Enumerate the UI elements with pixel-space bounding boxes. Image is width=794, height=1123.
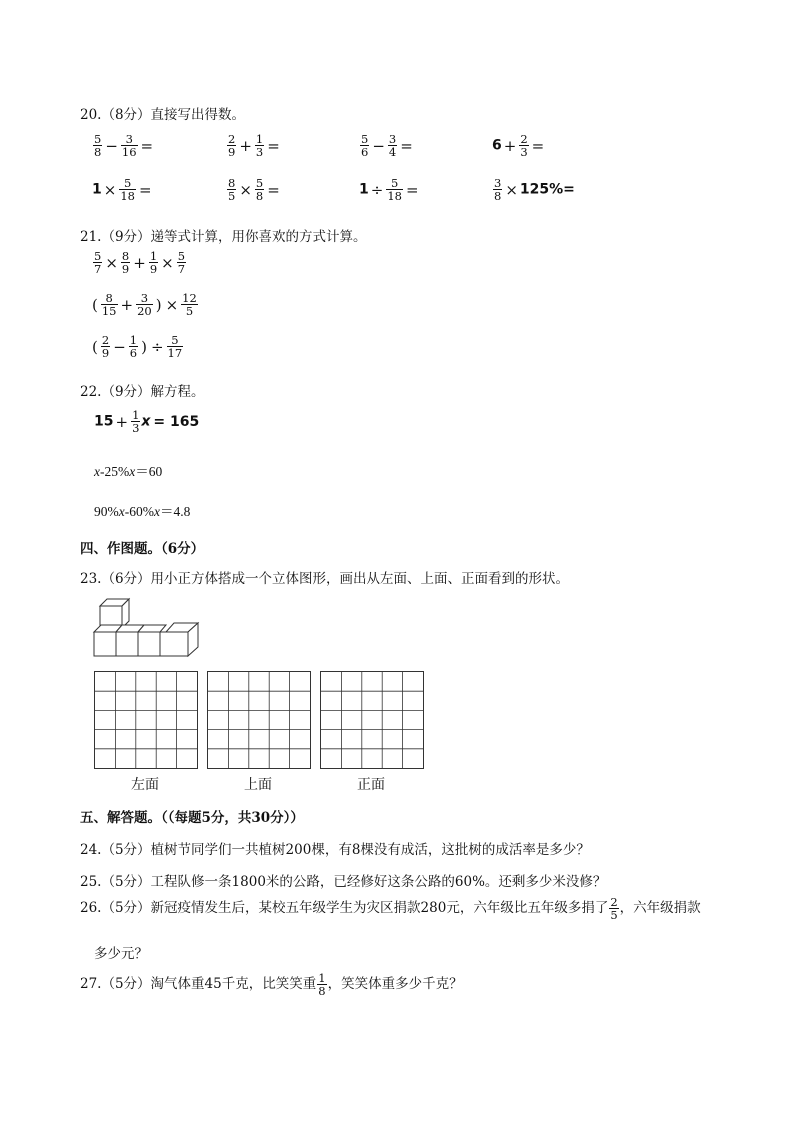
q21-title: 21.（9分）递等式计算，用你喜欢的方式计算。 [80, 229, 367, 245]
q26-text-cont: 多少元？ [94, 946, 148, 962]
q26-text: 26.（5分）新冠疫情发生后，某校五年级学生为灾区捐款280元，六年级比五年级多捐了 $\frac{2}{5}$ ，六年级捐款 [80, 895, 701, 923]
section-5-heading: 五、解答题。（（每题5分，共30分）） [80, 810, 304, 826]
q20-item-8: $\frac{3}{8}$ × 125%= [494, 176, 575, 204]
label-left-view: 左面 [131, 777, 159, 793]
cube-figure [88, 595, 208, 661]
q20-item-3: $\frac{5}{6}$ − $\frac{3}{4}$ = [361, 132, 413, 160]
grid-top-view[interactable] [207, 671, 311, 769]
q20-item-1: $\frac{5}{8}$ − $\frac{3}{16}$ = [94, 132, 154, 160]
label-top-view: 上面 [244, 777, 272, 793]
q27-text: 27.（5分）淘气体重45千克，比笑笑重 $\frac{1}{8}$ ，笑笑体重多少千克？ [80, 971, 463, 999]
q22-title: 22.（9分）解方程。 [80, 384, 205, 400]
q25-text: 25.（5分）工程队修一条1800米的公路，已经修好这条公路的60%。还剩多少米没修？ [80, 874, 607, 890]
q21-expr-3: ( $\frac{2}{9}$ − $\frac{1}{6}$ ) ÷ $\frac{5}{17}$ [92, 333, 183, 361]
grid-front-lines [321, 672, 423, 768]
q22-equation-1: 15 + $\frac{1}{3}$ x = 165 [94, 408, 200, 436]
q22-equation-2: x-25%x＝60 [94, 464, 163, 479]
q20-item-5: 1 × $\frac{5}{18}$ = [92, 176, 152, 204]
q20-item-4: 6 + $\frac{2}{3}$ = [492, 132, 545, 160]
label-front-view: 正面 [357, 777, 385, 793]
section-4-heading: 四、作图题。（6分） [80, 541, 205, 557]
q21-expr-1: $\frac{5}{7}$ × $\frac{8}{9}$ + $\frac{1}{9}$ × $\frac{5}{7}$ [94, 249, 186, 277]
q20-title: 20.（8分）直接写出得数。 [80, 107, 246, 123]
q24-text: 24.（5分）植树节同学们一共植树200棵，有8棵没有成活，这批树的成活率是多少？ [80, 842, 590, 858]
q20-item-2: $\frac{2}{9}$ + $\frac{1}{3}$ = [228, 132, 280, 160]
q20-item-6: $\frac{8}{5}$ × $\frac{5}{8}$ = [228, 176, 280, 204]
q23-title: 23.（6分）用小正方体搭成一个立体图形，画出从左面、上面、正面看到的形状。 [80, 571, 570, 587]
q20-item-7: 1 ÷ $\frac{5}{18}$ = [359, 176, 419, 204]
q22-equation-3: 90%x-60%x＝4.8 [94, 504, 191, 519]
q21-expr-2: ( $\frac{8}{15}$ + $\frac{3}{20}$ ) × $\frac{12}{5}$ [92, 291, 197, 319]
grid-left-lines [95, 672, 197, 768]
grid-left-view[interactable] [94, 671, 198, 769]
grid-front-view[interactable] [320, 671, 424, 769]
grid-top-lines [208, 672, 310, 768]
